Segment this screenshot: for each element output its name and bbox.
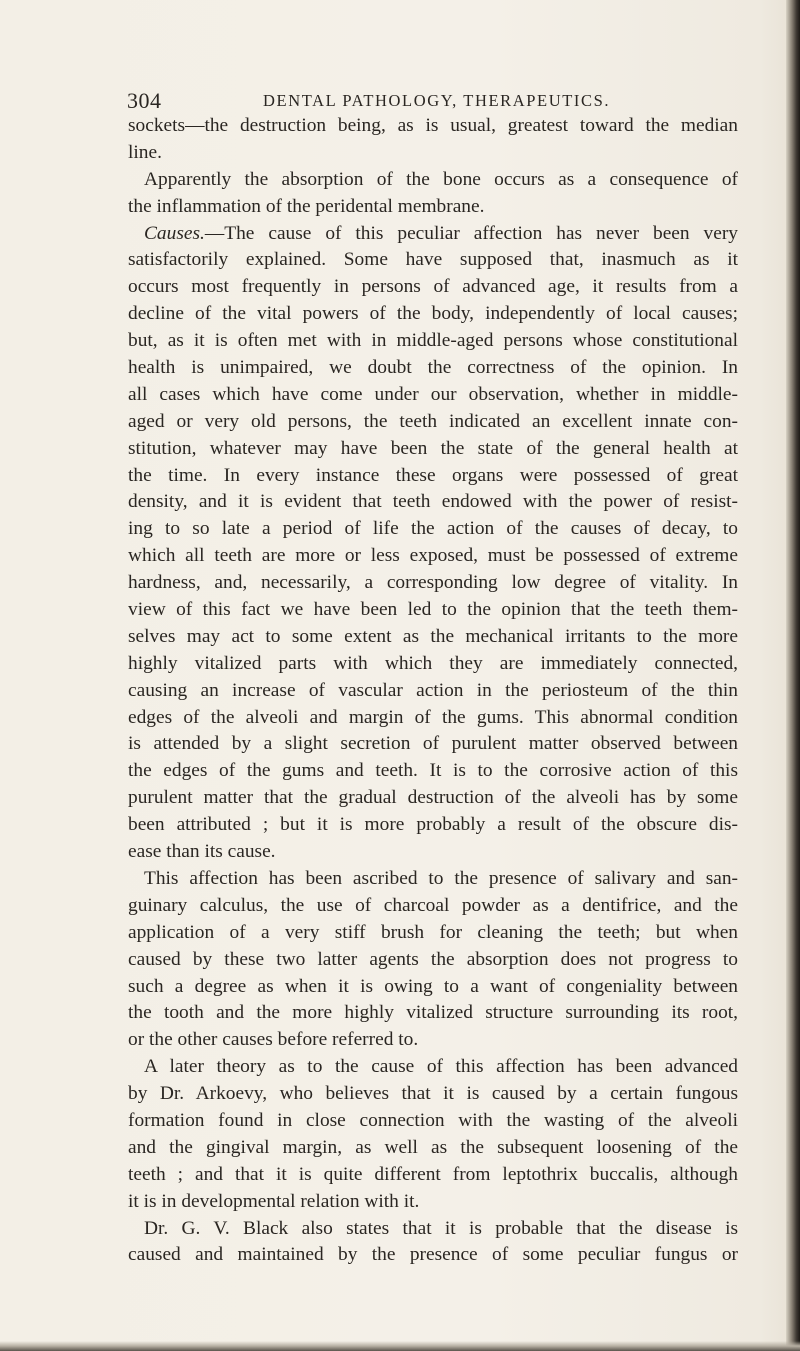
text-line: the edges of the gums and teeth. It is to the corrosive action of this <box>128 760 738 782</box>
text-line: ease than its cause. <box>128 841 276 863</box>
text-line: but, as it is often met with in middle-aged persons whose constitutional <box>128 330 738 352</box>
text-line: which all teeth are more or less exposed, must be possessed of extreme <box>128 545 738 567</box>
page-header <box>127 88 737 114</box>
text-line: edges of the alveoli and margin of the gums. This abnormal condition <box>128 706 738 728</box>
text-line: view of this fact we have been led to the opinion that the teeth them- <box>128 599 738 621</box>
text-line: formation found in close connection with the wasting of the alveoli <box>128 1109 738 1131</box>
body-text <box>128 113 738 1269</box>
running-head: DENTAL PATHOLOGY, THERAPEUTICS. <box>263 91 611 110</box>
text-line: A later theory as to the cause of this affection has been advanced <box>144 1056 738 1078</box>
text-line: density, and it is evident that teeth endowed with the power of resist- <box>128 491 738 513</box>
text-line: all cases which have come under our observation, whether in middle- <box>128 383 738 405</box>
text-line: is attended by a slight secretion of purulent matter observed between <box>128 733 738 755</box>
text-line: causing an increase of vascular action in the periosteum of the thin <box>128 679 738 701</box>
text-line: been attributed ; but it is more probably a result of the obscure dis- <box>128 814 738 836</box>
text-line: health is unimpaired, we doubt the correctness of the opinion. In <box>128 357 738 379</box>
text-line: Dr. G. V. Black also states that it is probable that the disease is <box>144 1217 738 1239</box>
text-line: or the other causes before referred to. <box>128 1029 419 1051</box>
text-line: the time. In every instance these organs were possessed of great <box>128 464 738 486</box>
text-line: caused by these two latter agents the absorption does not progress to <box>128 948 738 970</box>
text-line: line. <box>128 141 162 163</box>
text-line: decline of the vital powers of the body, independently of local causes; <box>128 303 738 325</box>
text-line: sockets—the destruction being, as is usual, greatest toward the median <box>128 115 738 136</box>
text-line: Apparently the absorption of the bone occurs as a consequence of <box>144 168 738 190</box>
text-line: stitution, whatever may have been the state of the general health at <box>128 437 738 459</box>
text-line: purulent matter that the gradual destruction of the alveoli has by some <box>128 787 738 809</box>
text-line: satisfactorily explained. Some have supposed that, inasmuch as it <box>128 249 738 271</box>
text-line: occurs most frequently in persons of advanced age, it results from a <box>128 276 738 298</box>
text-line: guinary calculus, the use of charcoal powder as a dentifrice, and the <box>128 894 738 916</box>
text-line: application of a very stiff brush for cleaning the teeth; but when <box>128 921 738 943</box>
text-line: hardness, and, necessarily, a corresponding low degree of vitality. In <box>128 572 738 594</box>
text-line: aged or very old persons, the teeth indicated an excellent innate con- <box>128 410 738 432</box>
text-line: caused and maintained by the presence of some peculiar fungus or <box>128 1244 738 1266</box>
text-line: This affection has been ascribed to the presence of salivary and san- <box>144 867 738 889</box>
page-number: 304 <box>127 88 162 113</box>
section-lead-line <box>128 221 738 248</box>
section-heading-causes: Causes. <box>144 222 205 244</box>
text-line: and the gingival margin, as well as the subsequent loosening of the <box>128 1136 738 1158</box>
text-line: such a degree as when it is owing to a want of congeniality between <box>128 975 738 997</box>
page-bottom-edge <box>0 1341 800 1351</box>
text-line: selves may act to some extent as the mechanical irritants to the more <box>128 625 738 647</box>
text-line: ing to so late a period of life the action of the causes of decay, to <box>128 518 738 540</box>
page-binding-edge <box>786 0 800 1351</box>
text-line: by Dr. Arkoevy, who believes that it is caused by a certain fungous <box>128 1083 738 1105</box>
text-line: teeth ; and that it is quite different from leptothrix buccalis, although <box>128 1163 738 1185</box>
text-line: the inflammation of the peridental membrane. <box>128 195 485 217</box>
text-line: the tooth and the more highly vitalized structure surrounding its root, <box>128 1002 738 1024</box>
text-line: it is in developmental relation with it. <box>128 1190 420 1212</box>
text-line-rest: —The cause of this peculiar affection has never been very <box>204 222 738 244</box>
text-line: highly vitalized parts with which they are immediately connected, <box>128 652 738 674</box>
